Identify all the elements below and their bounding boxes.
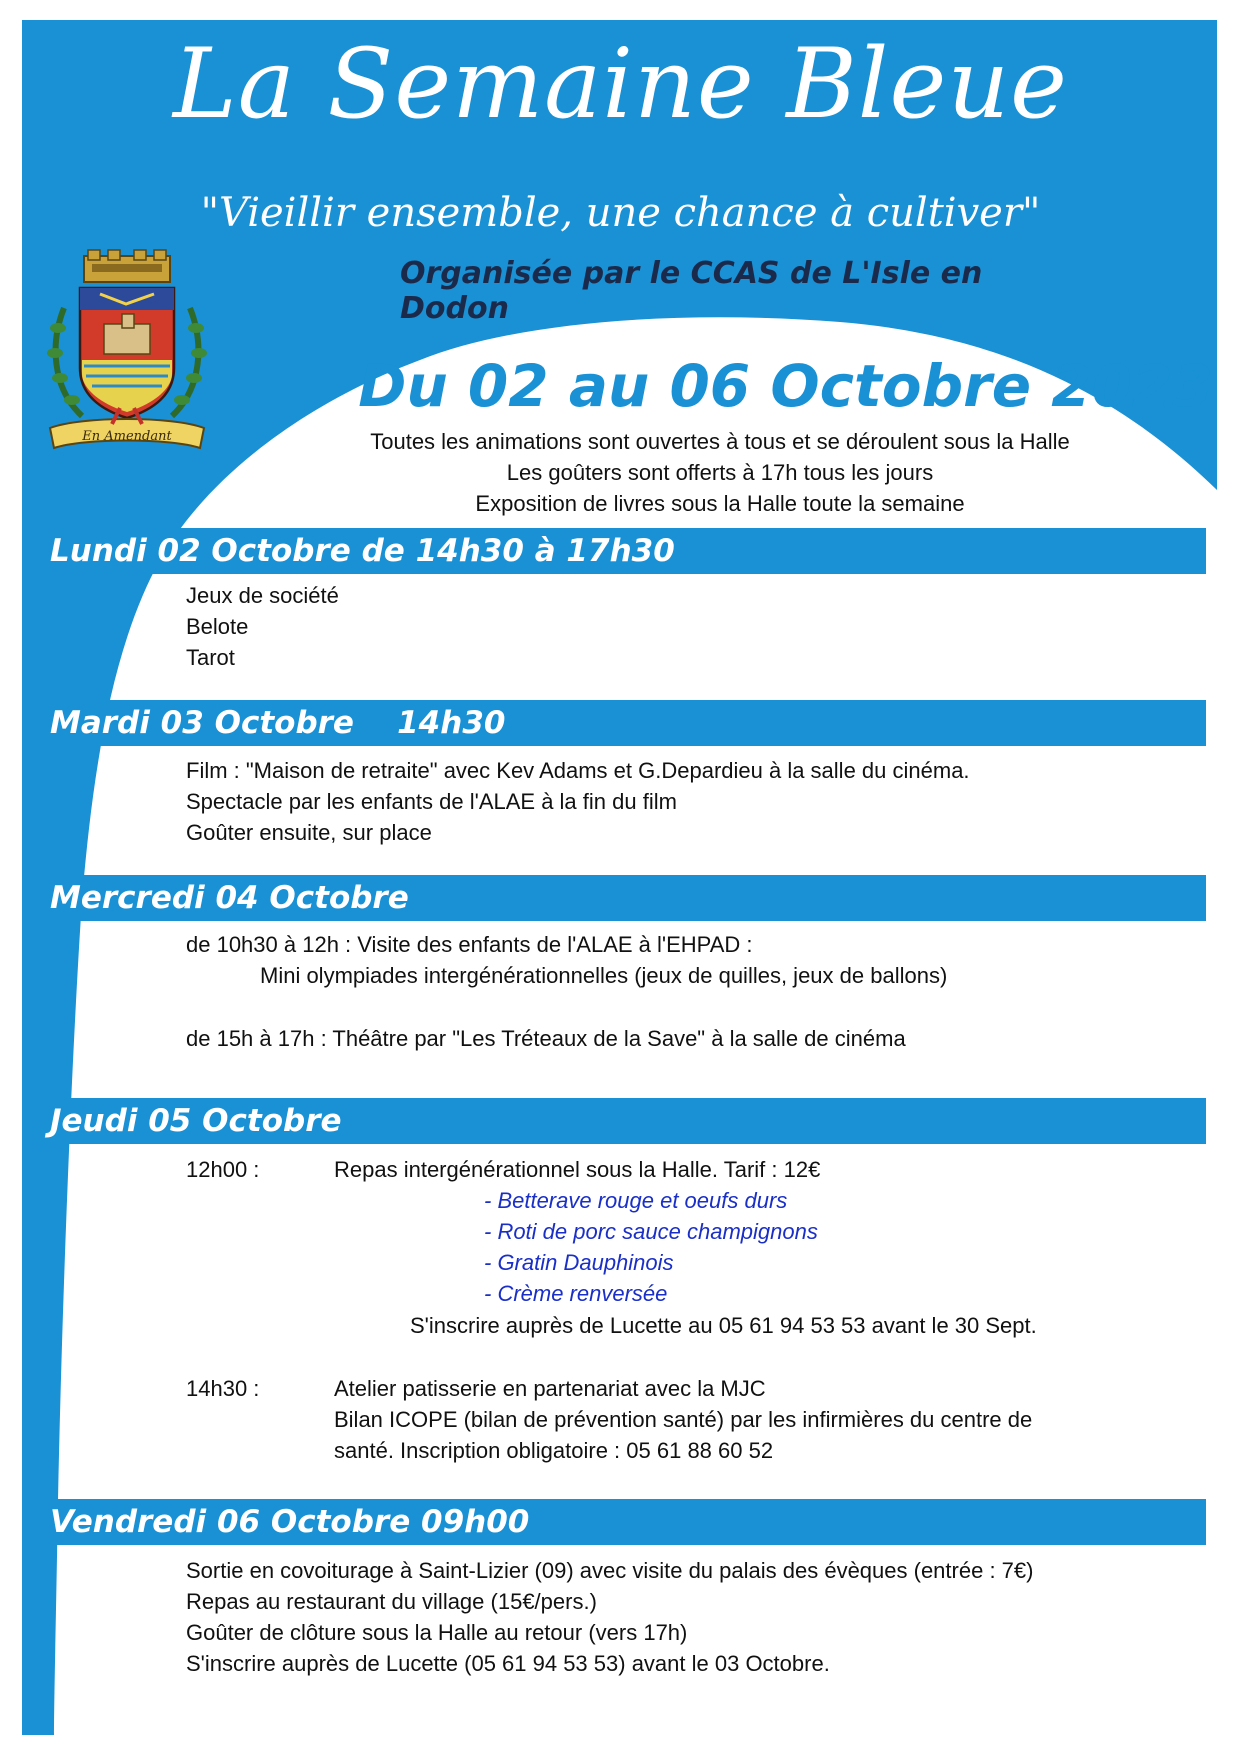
- day-title-thursday: Jeudi 05 Octobre: [50, 1103, 342, 1139]
- intro-line: Les goûters sont offerts à 17h tous les jours: [506, 460, 934, 485]
- activity-line: S'inscrire auprès de Lucette (05 61 94 53 53) avant le 03 Octobre.: [186, 1651, 830, 1676]
- activity-line: Atelier patisserie en partenariat avec la MJC: [334, 1376, 766, 1401]
- intro-line: Toutes les animations sont ouvertes à tous et se déroulent sous la Halle: [370, 429, 1070, 454]
- activity-line: Jeux de société: [186, 583, 339, 608]
- crest-motto: En Amendant: [82, 429, 172, 444]
- activity-line: Spectacle par les enfants de l'ALAE à la fin du film: [186, 789, 677, 814]
- intro-block: [300, 426, 1140, 519]
- activity-line: santé. Inscription obligatoire : 05 61 88 60 52: [334, 1438, 774, 1463]
- activity-line: Bilan ICOPE (bilan de prévention santé) par les infirmières du centre de: [334, 1407, 1033, 1432]
- day-title-friday: Vendredi 06 Octobre 09h00: [50, 1504, 530, 1540]
- activity-line: de 15h à 17h : Théâtre par "Les Tréteaux de la Save" à la salle de cinéma: [186, 1026, 906, 1051]
- time-label: 12h00 :: [186, 1157, 260, 1182]
- organiser-line: Organisée par le CCAS de L'Isle en Dodon: [400, 256, 983, 326]
- day-title-wednesday: Mercredi 04 Octobre: [50, 880, 409, 916]
- activity-line: Sortie en covoiturage à Saint-Lizier (09) avec visite du palais des évèques (entrée : 7€): [186, 1558, 1034, 1583]
- activity-line: Tarot: [186, 645, 235, 670]
- page-title: La Semaine Bleue: [173, 28, 1068, 140]
- registration-note: S'inscrire auprès de Lucette au 05 61 94 53 53 avant le 30 Sept.: [410, 1313, 1037, 1338]
- day-title-monday: Lundi 02 Octobre de 14h30 à 17h30: [50, 533, 675, 569]
- activity-line: Belote: [186, 614, 249, 639]
- activity-line: Repas au restaurant du village (15€/pers.): [186, 1589, 597, 1614]
- activity-line: Repas intergénérationnel sous la Halle. Tarif : 12€: [334, 1157, 821, 1182]
- menu-item: - Roti de porc sauce champignons: [484, 1219, 818, 1244]
- activity-line: de 10h30 à 12h : Visite des enfants de l'ALAE à l'EHPAD :: [186, 932, 753, 957]
- event-dates: Du 02 au 06 Octobre 2023: [358, 352, 1213, 420]
- activity-line: Mini olympiades intergénérationnelles (jeux de quilles, jeux de ballons): [260, 963, 948, 988]
- subtitle: "Vieillir ensemble, une chance à cultiver": [200, 190, 1041, 236]
- activity-line: Film : "Maison de retraite" avec Kev Adams et G.Depardieu à la salle du cinéma.: [186, 758, 970, 783]
- menu-item: - Gratin Dauphinois: [484, 1250, 674, 1275]
- time-label: 14h30 :: [186, 1376, 260, 1401]
- intro-line: Exposition de livres sous la Halle toute la semaine: [475, 491, 965, 516]
- menu-item: - Crème renversée: [484, 1281, 668, 1306]
- activity-line: Goûter ensuite, sur place: [186, 820, 432, 845]
- menu-item: - Betterave rouge et oeufs durs: [484, 1188, 788, 1213]
- activity-line: Goûter de clôture sous la Halle au retour (vers 17h): [186, 1620, 688, 1645]
- day-title-tuesday: Mardi 03 Octobre 14h30: [50, 705, 506, 741]
